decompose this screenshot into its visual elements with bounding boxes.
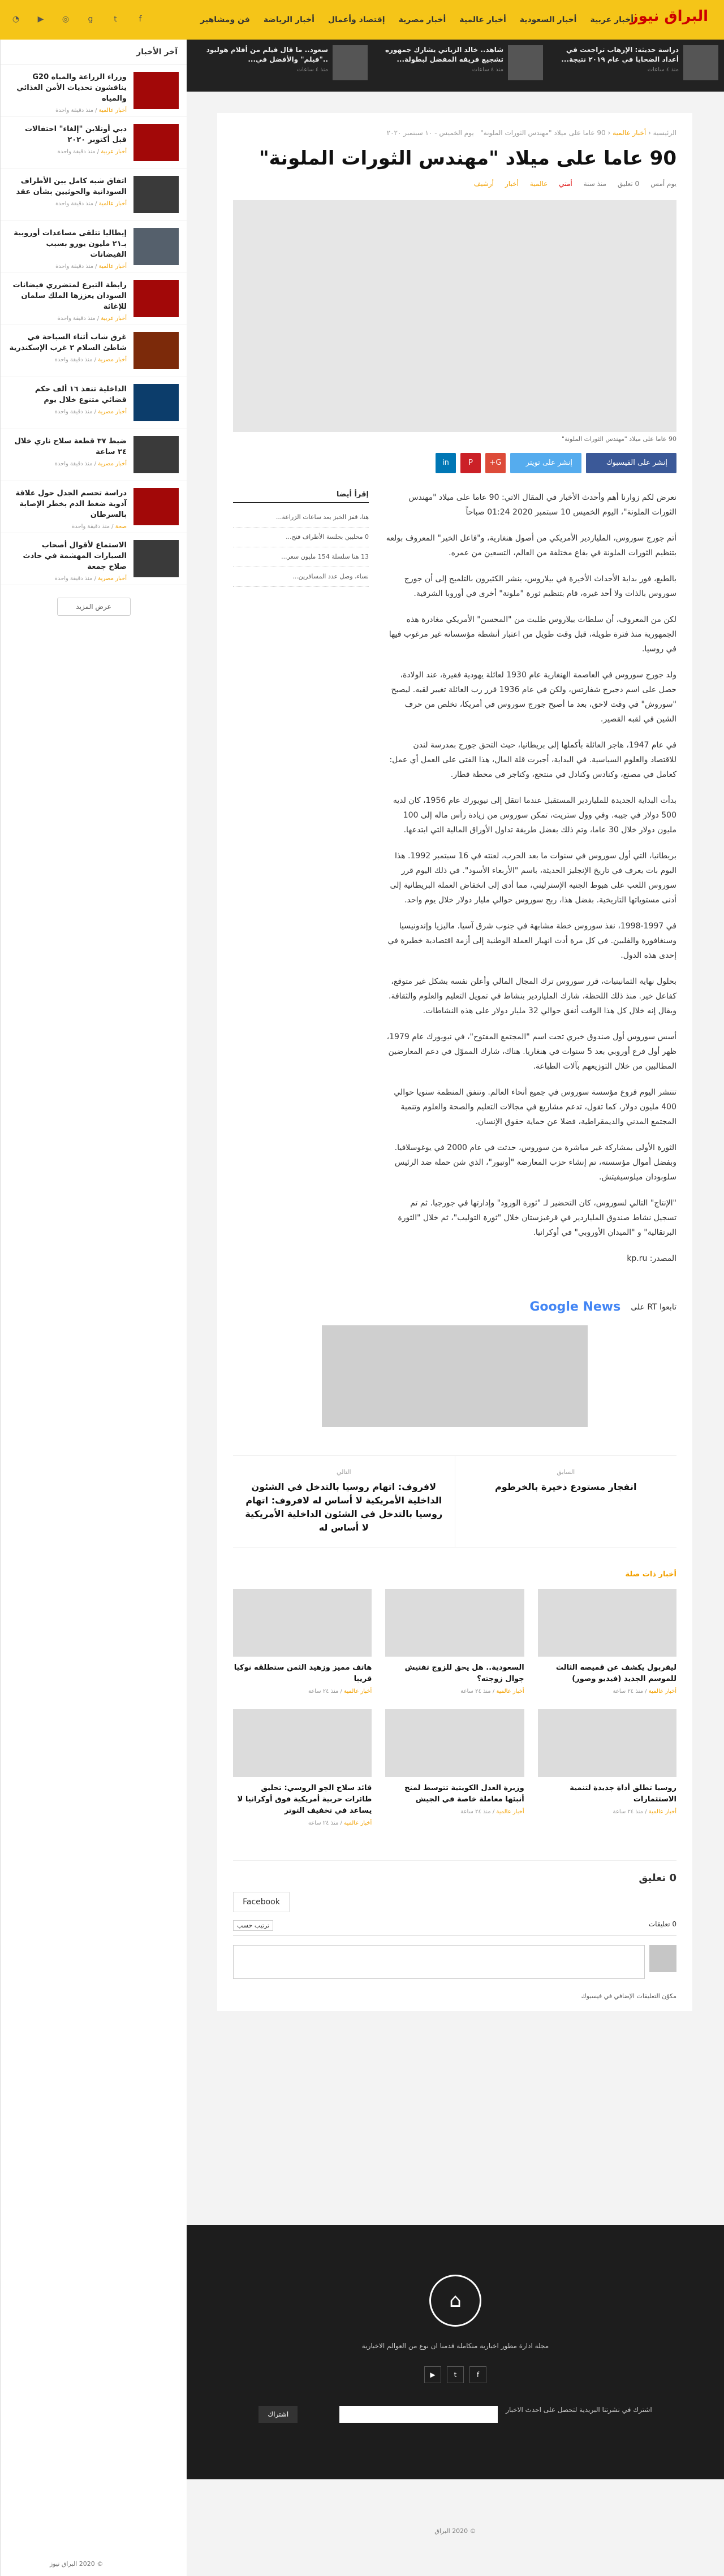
youtube-icon[interactable]: ▶ <box>424 2366 441 2383</box>
share-twitter-button[interactable]: إنشر على تويتر <box>510 453 581 473</box>
next-post[interactable] <box>233 1456 455 1547</box>
thumb <box>133 540 179 577</box>
related-grid <box>233 1589 676 1826</box>
item-title: اتفاق شبه كامل بين الأطراف السودانية والحوثيين بشأن عقد <box>16 177 127 196</box>
prev-post[interactable] <box>455 1456 677 1547</box>
related-cat[interactable]: أخبار عالمية <box>344 1688 372 1695</box>
copyright-left: © 2020 البراق نيوز <box>50 2560 104 2568</box>
paragraph: "الإنتاج" التالي لسوروس، كان التحضير لـ "ثورة الورود" وإدارتها في جورجيا. ثم تم تسجيل نشاط صندوق الملياردير في قرغيزستان خلال "ثورة التوليب"، ثم خلال "الثورة البرتقالية" و "الميدان الأوروبي" في أوكرانيا. <box>398 1199 676 1237</box>
share-bar <box>233 453 676 473</box>
item-meta: منذ دقيقة واحدة <box>55 107 93 114</box>
latest-news-sidebar <box>0 40 187 2576</box>
meta-date: يوم أمس <box>650 180 676 188</box>
footer-social <box>187 2366 724 2383</box>
read-also-link[interactable]: نساء، وصل عدد المسافرين... <box>233 567 369 587</box>
thumb <box>133 228 179 265</box>
facebook-comments-tab[interactable]: Facebook <box>233 1892 290 1912</box>
comments-toolbar <box>233 1912 676 1936</box>
item-meta: منذ دقيقة واحدة <box>57 149 96 155</box>
item-title: الاستماع لأقوال أصحاب السيارات المهشمة في حادث صلاح جمعة <box>23 541 127 571</box>
social-icons <box>7 10 149 28</box>
rss-icon[interactable]: ◔ <box>12 15 20 24</box>
logo-main: البراق <box>664 8 708 25</box>
top-header <box>0 0 724 40</box>
newsletter-text: اشترك في نشرتنا البريدية لتحصل على احدث الاخبار <box>506 2406 652 2414</box>
related-meta: منذ ٢٤ ساعة <box>460 1688 491 1695</box>
share-linkedin-button[interactable]: in <box>436 453 456 473</box>
sidebar-news-item[interactable]: وزراء الزراعة والمياه G20 يناقشون تحديات الأمن الغذائي والمياه أخبار عالمية / منذ دقيقة واحدة <box>1 65 187 117</box>
google-news-follow[interactable] <box>233 1300 676 1314</box>
next-title: لافروف: اتهام روسيا بالتدخل في الشئون الداخلية الأمريكية لا أساس له لافروف: اتهام روسيا بالتدخل في الشئون الداخلية الأمريكية لا أساس له <box>245 1481 443 1533</box>
news-ticker <box>187 40 724 92</box>
sidebar-news-item[interactable]: غرق شاب أثناء السباحة في شاطئ السلام ٢ غرب الإسكندرية أخبار مصرية / منذ دقيقة واحدة <box>1 325 187 377</box>
fb-plugin-label[interactable]: مكوّن التعليقات الإضافي في فيسبوك <box>581 1992 676 2000</box>
sidebar-news-item[interactable]: رابطة التبرع لمتضرري فيضانات السودان يعززها الملك سلمان للإغاثة أخبار عربية / منذ دقيقة واحدة <box>1 273 187 325</box>
footer <box>187 2225 724 2479</box>
breadcrumb-current: 90 عاما على ميلاد "مهندس الثورات الملونة" <box>480 129 606 137</box>
related-cat[interactable]: أخبار عالمية <box>344 1820 372 1826</box>
share-facebook-button[interactable]: إنشر على الفيسبوك <box>586 453 676 473</box>
related-cat[interactable]: أخبار عالمية <box>648 1809 676 1815</box>
item-meta: منذ دقيقة واحدة <box>54 357 93 363</box>
paragraph: بالطبع، فور بداية الأحداث الأخيرة في بيلاروس، ينشر الكثيرون بالتلميح إلى أن جورج سوروس بالذات ولا أحد غيره، قام بتنظيم ثورة "ملونة" أخرى في أوروبا الشرقية. <box>404 574 676 598</box>
related-thumb <box>233 1589 372 1657</box>
subscribe-button[interactable]: اشتراك <box>258 2406 298 2423</box>
item-cat[interactable]: أخبار عالمية <box>98 107 127 114</box>
comments-count: 0 تعليقات <box>648 1920 676 1928</box>
related-meta: منذ ٢٤ ساعة <box>308 1820 339 1826</box>
related-title: هاتف مميز وزهيد الثمن ستطلقه نوكيا قريبا <box>234 1663 372 1683</box>
paragraph: بريطانيا، التي أول سوروس في سنوات ما بعد الحرب، لعنته في 16 سبتمبر 1992. هذا اليوم بات يعرف في تاريخ الإنجليز الحديثة، باسم "الأربعاء الأسود". في ذلك اليوم قرر سوروس اللعب على هبوط الجنيه الإسترليني، مما أدى إلى انخفاض العملة البريطانية إلى أدنى مستوياتها التاريخية. بفضل هذا، ربح سوروس حوالي مليار دولار خلال يوم واحد. <box>390 852 676 905</box>
ticker-thumb <box>683 45 718 80</box>
related-card[interactable]: روسيا تطلق أداة جديدة لتنمية الاستثمارات أخبار عالمية / منذ ٢٤ ساعة <box>538 1709 676 1826</box>
article-title: 90 عاما على ميلاد "مهندس الثورات الملونة" <box>258 147 676 170</box>
read-also-title: إقرأ أيضا <box>233 490 369 503</box>
ticker-item[interactable] <box>554 45 718 86</box>
item-cat[interactable]: أخبار عربية <box>101 315 127 322</box>
related-card[interactable]: وزيرة العدل الكويتية تتوسط لمنح أنبئها معاملة خاصة في الجيش أخبار عالمية / منذ ٢٤ ساعة <box>385 1709 524 1826</box>
ticker-thumb <box>333 45 368 80</box>
image-caption: 90 عاما على ميلاد "مهندس الثورات الملونة" <box>562 435 676 443</box>
article-body <box>386 490 676 1277</box>
related-meta: منذ ٢٤ ساعة <box>613 1688 643 1695</box>
related-cat[interactable]: أخبار عالمية <box>648 1688 676 1695</box>
thumb <box>133 436 179 473</box>
ticker-item[interactable] <box>204 45 368 86</box>
gn-text: تابعوا RT على <box>631 1302 676 1312</box>
meta-cat[interactable]: أرشيف <box>473 180 494 188</box>
ticker-title: دراسة حديثة: الإرهاب تراجعت في أعداد الضحايا في عام ٢٠١٩ نتيجة... <box>561 46 679 63</box>
related-meta: منذ ٢٤ ساعة <box>460 1809 491 1815</box>
google-plus-icon[interactable]: g <box>88 15 93 24</box>
facebook-icon[interactable]: f <box>469 2366 486 2383</box>
paragraph: المصدر: kp.ru <box>627 1254 676 1263</box>
breadcrumb-category[interactable]: أخبار عالمية <box>613 129 647 137</box>
related-title: السعودية.. هل يحق للزوج تفتيش جوال زوجته؟ <box>404 1663 524 1683</box>
related-thumb <box>385 1589 524 1657</box>
related-cat[interactable]: أخبار عالمية <box>496 1809 524 1815</box>
related-card[interactable]: ليفربول يكشف عن قميصه الثالث للموسم الجديد (فيديو وصور) أخبار عالمية / منذ ٢٤ ساعة <box>538 1589 676 1695</box>
youtube-icon[interactable]: ▶ <box>37 15 44 24</box>
item-title: غرق شاب أثناء السباحة في شاطئ السلام ٢ غرب الإسكندرية <box>9 333 127 352</box>
nav-item[interactable]: أخبار عربية <box>590 15 634 24</box>
related-cat[interactable]: أخبار عالمية <box>496 1688 524 1695</box>
main-nav <box>195 0 639 40</box>
related-label: أخبار ذات صلة <box>625 1570 676 1579</box>
item-meta: منذ دقيقة واحدة <box>55 201 93 207</box>
related-thumb <box>385 1709 524 1777</box>
comments-title: 0 تعليق <box>639 1872 676 1884</box>
thumb <box>133 124 179 161</box>
thumb <box>133 280 179 317</box>
share-google-button[interactable]: G+ <box>485 453 506 473</box>
item-cat[interactable]: أخبار عالمية <box>98 263 127 270</box>
paragraph: في عام 1947، هاجر العائلة بأكملها إلى بريطانيا، حيث التحق جورج بمدرسة لندن للاقتصاد والعلوم السياسية. في البداية، أجبرت قلة المال، هذا الفتى على العمل أي عمل: كعامل في مصنع، وكنادس وكنادل في منتجع، وكتاجر في محطة قطار. <box>389 741 676 779</box>
paragraph: في 1997-1998، نفذ سوروس خطة مشابهة في جنوب شرق آسيا. ماليزيا وإندونيسيا وسنغافورة والفلبين. في كل مرة أدت انهيار العملة الوطنية إلى أزمة اقتصادية خطيرة في إحدى هذه الدول. <box>387 922 676 960</box>
read-also-link[interactable]: هنا، قفز الخبز بعد ساعات الزراعة... <box>233 508 369 528</box>
related-thumb <box>233 1709 372 1777</box>
post-navigation <box>233 1455 676 1548</box>
item-title: ضبط ٣٧ قطعة سلاح ناري خلال ٢٤ ساعة <box>14 437 127 456</box>
sidebar-news-item[interactable]: ضبط ٣٧ قطعة سلاح ناري خلال ٢٤ ساعة أخبار مصرية / منذ دقيقة واحدة <box>1 429 187 481</box>
paragraph: نعرض لكم زوارنا أهم وأحدث الأخبار في المقال الاتي: 90 عاما على ميلاد "مهندس الثورات الملونة"، اليوم الخميس 10 سبتمبر 2020 01:24 صباحاً <box>408 493 676 517</box>
paragraph: أسس سوروس أول صندوق خيري تحت اسم "المجتمع المفتوح"، في نيويورك عام 1979، ظهر أول فرع أوروبي بعد 5 سنوات في هنغاريا. هناك، شارك المموّل في دعم المعارضين المطالبين من خلال التوزيعهم بآلات الطباعة. <box>386 1032 676 1071</box>
sidebar-news-item[interactable]: اتفاق شبه كامل بين الأطراف السودانية والحوثيين بشأن عقد أخبار عالمية / منذ دقيقة واحدة <box>1 169 187 221</box>
item-meta: منذ دقيقة واحدة <box>54 461 93 467</box>
sidebar-title: آخر الأخبار <box>1 40 187 65</box>
related-card[interactable]: السعودية.. هل يحق للزوج تفتيش جوال زوجته؟ أخبار عالمية / منذ ٢٤ ساعة <box>385 1589 524 1695</box>
thumb <box>133 72 179 109</box>
item-title: الداخلية تنفذ ١٦ ألف حكم قضائي متنوع خلال يوم <box>35 385 127 404</box>
item-meta: منذ دقيقة واحدة <box>54 409 93 415</box>
instagram-icon[interactable]: ◎ <box>62 15 70 24</box>
item-title: دبي أونلاين "إلغاء" احتفالات قبل أكتوبر ٢٠٢٠ <box>24 125 127 144</box>
nav-item[interactable]: أخبار السعودية <box>519 15 577 24</box>
load-more-button[interactable]: عرض المزيد <box>57 598 131 616</box>
breadcrumb: الرئيسية ‹ أخبار عالمية ‹ 90 عاما على ميلاد "مهندس الثورات الملونة" يوم الخميس - ١٠ سبتمبر ٢٠٢٠ <box>386 129 676 137</box>
paragraph: تنتشر اليوم فروع مؤسسة سوروس في جميع أنحاء العالم. وتنفق المنظمة سنويا حوالي 400 مليون دولار، كما تقول، تدعم مشاريع في مجالات التعليم والصحة والعلوم وتنمية المجتمع المدني والديمقراطية، فضلا عن حماية حقوق الإنسان. <box>394 1088 676 1126</box>
nav-item[interactable]: أخبار عالمية <box>459 15 506 24</box>
logo-sub: نيوز <box>630 8 660 25</box>
related-card[interactable]: قائد سلاح الجو الروسي: تحليق طائرات حربية أمريكية فوق أوكرانيا لا يساعد في تخفيف التوتر أخبار عالمية / منذ ٢٤ ساعة <box>233 1709 372 1826</box>
nav-item[interactable]: أخبار الرياضة <box>263 15 314 24</box>
facebook-icon[interactable]: f <box>139 15 142 24</box>
nav-item[interactable]: إقتصاد وأعمال <box>327 15 385 24</box>
meta-cat[interactable]: أخبار <box>505 180 519 188</box>
site-logo[interactable] <box>630 8 708 25</box>
ad-banner[interactable] <box>322 1325 588 1427</box>
item-meta: منذ دقيقة واحدة <box>72 524 110 530</box>
paragraph: الثورة الأولى بمشاركة غير مباشرة من سوروس، حدثت في عام 2000 في يوغوسلافيا. وبفضل أموال مؤسسته، تم إنشاء حزب المعارضة "أوتبور"، الذي شن حملة ضد الرئيس سلوبودان ميلوسيفيتش. <box>394 1143 676 1182</box>
prev-label: السابق <box>557 1468 575 1476</box>
ticker-title: سعود.. ما قال فيلم من أفلام هوليود .."فيلم" والأفضل في... <box>206 46 328 63</box>
item-cat[interactable]: أخبار عربية <box>101 149 127 155</box>
hero-image <box>233 200 676 432</box>
related-thumb <box>538 1709 676 1777</box>
sidebar-news-item[interactable]: دبي أونلاين "إلغاء" احتفالات قبل أكتوبر ٢٠٢٠ أخبار عربية / منذ دقيقة واحدة <box>1 117 187 169</box>
item-cat[interactable]: صحة <box>115 524 127 530</box>
thumb <box>133 488 179 525</box>
item-title: وزراء الزراعة والمياه G20 يناقشون تحديات الأمن الغذائي والمياه <box>16 73 127 103</box>
newsletter-email-input[interactable] <box>339 2406 498 2423</box>
related-meta: منذ ٢٤ ساعة <box>308 1688 339 1695</box>
ticker-meta: منذ ٤ ساعات <box>296 67 328 73</box>
comments-section <box>233 1860 676 2000</box>
ticker-meta: منذ ٤ ساعات <box>647 67 679 73</box>
meta-author: منذ سنة <box>583 180 606 188</box>
meta-cat[interactable]: عالمية <box>529 180 548 188</box>
related-title: روسيا تطلق أداة جديدة لتنمية الاستثمارات <box>570 1784 676 1804</box>
paragraph: أتم جورج سوروس، الملياردير الأمريكي من أصول هنغارية، و"فاعل الخير" المعروف بولعه بتنظيم الثورات الملونة في بقاع مختلفة من العالم، التسعين من عمره. <box>386 534 676 557</box>
share-pinterest-button[interactable]: P <box>460 453 481 473</box>
footer-logo-icon: ⌂ <box>429 2275 481 2327</box>
item-title: دراسة تحسم الجدل حول علاقة آدوية ضغط الدم بخطر الإصابة بالسرطان <box>15 489 127 519</box>
breadcrumb-home[interactable]: الرئيسية <box>653 129 676 137</box>
item-meta: منذ دقيقة واحدة <box>57 315 96 322</box>
ticker-thumb <box>508 45 543 80</box>
item-title: إيطاليا تتلقى مساعدات أوروبية بـ٢١ مليون يورو بسبب الفيضانات <box>14 229 127 259</box>
related-title: قائد سلاح الجو الروسي: تحليق طائرات حربية أمريكية فوق أوكرانيا لا يساعد في تخفيف التوتر <box>237 1784 372 1815</box>
footer-description: مجلة ادارة مطور اخبارية متكاملة قدمنا ان نوع من العوالم الاخبارية <box>361 2342 549 2350</box>
thumb <box>133 176 179 213</box>
copyright: © 2020 البراق <box>434 2527 476 2535</box>
next-label: التالي <box>336 1468 351 1476</box>
related-heading <box>233 1570 676 1579</box>
article-date-top: يوم الخميس - ١٠ سبتمبر ٢٠٢٠ <box>386 129 474 137</box>
paragraph: لكن من المعروف، أن سلطات بيلاروس طلبت من "المحسن" الأمريكي مغادرة هذه الجمهورية منذ فترة طويلة، قبل وقت طويل من اعتبار أنشطة مؤسساته غير مرغوب فيها في روسيا. <box>389 615 676 654</box>
read-also-box <box>233 490 369 1277</box>
read-also-link[interactable]: 13 هنا سلسلة 154 مليون سعر... <box>233 547 369 567</box>
article <box>217 113 692 2011</box>
newsletter <box>187 2406 724 2423</box>
sidebar-news-item[interactable]: دراسة تحسم الجدل حول علاقة آدوية ضغط الدم بخطر الإصابة بالسرطان صحة / منذ دقيقة واحدة <box>1 481 187 533</box>
item-cat[interactable]: أخبار مصرية <box>98 357 127 363</box>
related-title: وزيرة العدل الكويتية تتوسط لمنح أنبئها معاملة خاصة في الجيش <box>404 1784 524 1804</box>
sidebar-news-item[interactable]: الداخلية تنفذ ١٦ ألف حكم قضائي متنوع خلال يوم أخبار مصرية / منذ دقيقة واحدة <box>1 377 187 429</box>
meta-comments[interactable]: 0 تعليق <box>617 180 640 188</box>
twitter-icon[interactable]: t <box>114 15 117 24</box>
paragraph: بدأت البداية الجديدة للملياردير المستقبل عندما انتقل إلى نيويورك عام 1956، كان لديه 500 دولار في جيبه. وفي وول ستريت، تمكن سوروس من زيادة رأس ماله إلى 100 مليون دولار خلال 30 عاما، وتم ذلك بفضل طريقة تداول الأوراق المالية التي ابتدعها. <box>393 796 676 835</box>
item-title: رابطة التبرع لمتضرري فيضانات السودان يعززها الملك سلمان للإغاثة <box>12 281 127 311</box>
twitter-icon[interactable]: t <box>447 2366 464 2383</box>
item-meta: منذ دقيقة واحدة <box>55 263 93 270</box>
item-cat[interactable]: أخبار مصرية <box>98 576 127 582</box>
ticker-item[interactable] <box>379 45 543 86</box>
thumb <box>133 384 179 421</box>
sort-select[interactable]: ترتيب حسب <box>233 1920 273 1931</box>
item-cat[interactable]: أخبار عالمية <box>98 201 127 207</box>
sidebar-news-item[interactable]: الاستماع لأقوال أصحاب السيارات المهشمة في حادث صلاح جمعة أخبار مصرية / منذ دقيقة واحدة <box>1 533 187 585</box>
item-meta: منذ دقيقة واحدة <box>54 576 93 582</box>
related-title: ليفربول يكشف عن قميصه الثالث للموسم الجديد (فيديو وصور) <box>555 1663 676 1683</box>
paragraph: بحلول نهاية الثمانينيات، قرر سوروس ترك المجال المالي وأعلن نفسه بشكل غير متوقع، كفاعل خير. منذ ذلك اللحظة، شارك الملياردير بنشاط في تمويل التعليم والعلوم والثقافة. ويقال إنه خلال كل هذا الوقت أنفق حوالي 32 مليار دولار على هذه النشاطات. <box>389 977 676 1015</box>
sidebar-news-item[interactable]: إيطاليا تتلقى مساعدات أوروبية بـ٢١ مليون يورو بسبب الفيضانات أخبار عالمية / منذ دقيقة واحدة <box>1 221 187 273</box>
comment-input[interactable] <box>233 1945 645 1979</box>
thumb <box>133 332 179 369</box>
related-card[interactable]: هاتف مميز وزهيد الثمن ستطلقه نوكيا قريبا أخبار عالمية / منذ ٢٤ ساعة <box>233 1589 372 1695</box>
nav-item[interactable]: فن ومشاهير <box>200 15 250 24</box>
meta-views: أمتي <box>559 180 572 188</box>
item-cat[interactable]: أخبار مصرية <box>98 461 127 467</box>
read-also-link[interactable]: 0 محليين بجلسة الأطراف فتح... <box>233 528 369 547</box>
item-cat[interactable]: أخبار مصرية <box>98 409 127 415</box>
nav-item[interactable]: أخبار مصرية <box>398 15 446 24</box>
ticker-meta: منذ ٤ ساعات <box>472 67 503 73</box>
paragraph: ولد جورج سوروس في العاصمة الهنغارية عام 1930 لعائلة يهودية فقيرة، عند الولادة، حصل على اسم دجيرج شفارتس، ولكن في عام 1936 قرر رب العائلة تغيير لقبه. ليصبح "سوروش" في وقت لاحق، بعد ما أصبح جورج سوروس في أمريكا، تخلص من حرف الشين في لقبه القصير. <box>391 671 676 724</box>
google-news-logo: Google News <box>529 1300 621 1314</box>
ticker-title: شاهد.. خالد الزياني يشارك جمهوره تشجيع فريقه المفضل لبطولة... <box>385 46 503 63</box>
avatar <box>649 1945 676 1972</box>
article-meta <box>233 180 676 188</box>
related-meta: منذ ٢٤ ساعة <box>613 1809 643 1815</box>
prev-title: انفجار مستودع ذخيرة بالخرطوم <box>495 1481 637 1492</box>
related-thumb <box>538 1589 676 1657</box>
